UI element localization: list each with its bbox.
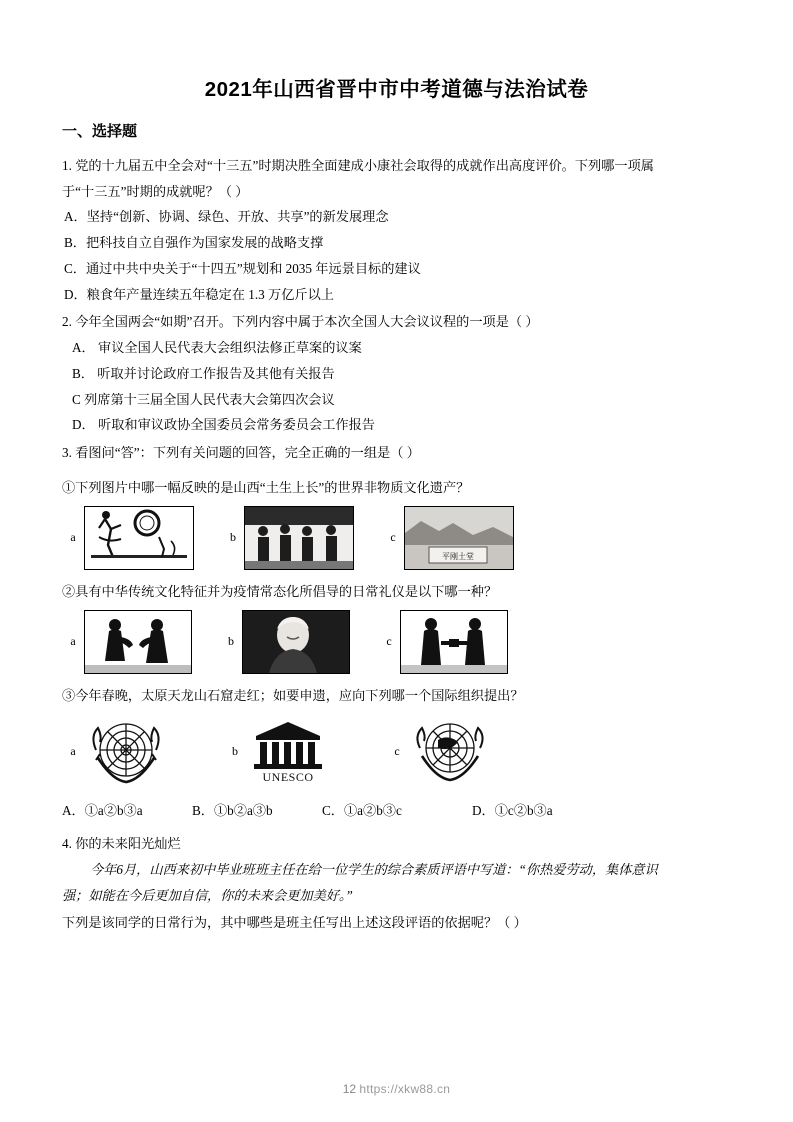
- image-option-b: [222, 506, 354, 570]
- world-organization-emblem: [408, 714, 492, 788]
- question-2-stem: [62, 309, 731, 335]
- unesco-logo: [246, 714, 330, 788]
- image-label-a: a: [70, 743, 76, 758]
- bowing-greeting-photo: [84, 610, 192, 674]
- image-label-c: c: [390, 530, 396, 545]
- image-label-c: c: [394, 743, 400, 758]
- question-2-option-b: B． 听取并讨论政府工作报告及其他有关报告: [72, 365, 335, 381]
- question-2-option-a: A． 审议全国人民代表大会组织法修正草案的议案: [72, 340, 362, 356]
- image-option-c: [386, 714, 492, 788]
- image-option-a: [62, 506, 194, 570]
- image-option-a: [62, 714, 168, 788]
- question-2-number: 2.: [62, 314, 72, 330]
- section-title: 一、选择题: [62, 123, 138, 140]
- question-2-option-d: D． 听取和审议政协全国委员会常务委员会工作报告: [72, 417, 375, 433]
- handshake-photo: [400, 610, 508, 674]
- image-option-c: [382, 506, 514, 570]
- stone-carving-caption: 平刚土堂: [442, 551, 474, 561]
- folk-dance-photo: [84, 506, 194, 570]
- question-3-text: 看图问“答”：下列有关问题的回答，完全正确的一组是（ ）: [75, 445, 420, 461]
- question-3-sub-2-images: [62, 610, 731, 674]
- question-3-sub-2-text: ②具有中华传统文化特征并为疫情常态化所倡导的日常礼仪是以下哪一种？: [62, 583, 498, 599]
- question-3-answer-c: C．①a②b③c: [322, 803, 402, 819]
- image-label-a: a: [70, 634, 76, 649]
- question-3-sub-1-text: ①下列图片中哪一幅反映的是山西“土生上长”的世界非物质文化遗产？: [62, 479, 470, 495]
- question-1-option-d: D．粮食年产量连续五年稳定在 1.3 万亿斤以上: [64, 286, 334, 302]
- question-2-option-c: C 列席第十三届全国人民代表大会第四次会议: [72, 391, 335, 407]
- question-3-answers: [62, 800, 731, 819]
- question-3-sub-1-images: [62, 506, 731, 570]
- portrait-photo: [242, 610, 350, 674]
- image-label-b: b: [232, 743, 238, 758]
- question-4-stem: [62, 831, 731, 857]
- image-option-b: [220, 610, 350, 674]
- image-option-c: [378, 610, 508, 674]
- question-3-number: 3.: [62, 445, 72, 461]
- image-label-b: b: [230, 530, 236, 545]
- question-4-body-line1: 今年6月，山西来初中毕业班班主任在给一位学生的综合素质评语中写道：“你热爱劳动，集体意识: [90, 861, 658, 877]
- question-3-answer-a: A．①a②b③a: [62, 803, 143, 819]
- question-1-option-a: A．坚持“创新、协调、绿色、开放、共享”的新发展理念: [64, 209, 389, 225]
- question-1-option-c: C．通过中共中央关于“十四五”规划和 2035 年远景目标的建议: [64, 260, 421, 276]
- question-4-title: 你的未来阳光灿烂: [75, 836, 181, 852]
- question-2-text: 今年全国两会“如期”召开。下列内容中属于本次全国人大会议议程的一项是（ ）: [75, 314, 539, 330]
- question-4-body-line3: 下列是该同学的日常行为，其中哪些是班主任写出上述这段评语的依据呢？（ ）: [62, 914, 527, 930]
- question-3-stem: [62, 440, 731, 466]
- question-3: [62, 440, 731, 819]
- image-option-b: [224, 714, 330, 788]
- group-performance-photo: [244, 506, 354, 570]
- question-3-answer-b: B．①b②a③b: [192, 803, 273, 819]
- question-1-text: 党的十九届五中全会对“十三五”时期决胜全面建成小康社会取得的成就作出高度评价。下列哪一项属: [75, 158, 654, 173]
- question-3-sub-3-images: [62, 714, 731, 788]
- page-number: 12: [342, 1082, 357, 1096]
- question-3-answer-d: D．①c②b③a: [472, 803, 553, 819]
- watermark-url: https://xkw88.cn: [359, 1082, 451, 1096]
- question-4-body-line2: 强；如能在今后更加自信，你的未来会更加美好。”: [62, 888, 353, 904]
- image-label-a: a: [70, 530, 76, 545]
- page-title: 2021年山西省晋中市中考道德与法治试卷: [204, 78, 589, 101]
- question-1-number: 1.: [62, 158, 72, 173]
- question-1-stem-line2: 于“十三五”时期的成就呢？（ ）: [62, 183, 249, 199]
- unesco-logo-text: UNESCO: [262, 770, 314, 785]
- question-4-number: 4.: [62, 836, 72, 852]
- united-nations-emblem: [84, 714, 168, 788]
- stone-carving-photo: [404, 506, 514, 570]
- question-1-option-b: B．把科技自立自强作为国家发展的战略支撑: [64, 235, 324, 251]
- question-4: [62, 831, 731, 935]
- question-1-stem-line1: [62, 153, 731, 179]
- question-3-sub-3-text: ③今年春晚，太原天龙山石窟走红；如要申遗，应向下列哪一个国际组织提出？: [62, 687, 524, 703]
- image-label-c: c: [386, 634, 392, 649]
- image-option-a: [62, 610, 192, 674]
- image-label-b: b: [228, 634, 234, 649]
- page-footer: [0, 1082, 793, 1096]
- question-2: [62, 309, 731, 438]
- question-1: [62, 153, 731, 307]
